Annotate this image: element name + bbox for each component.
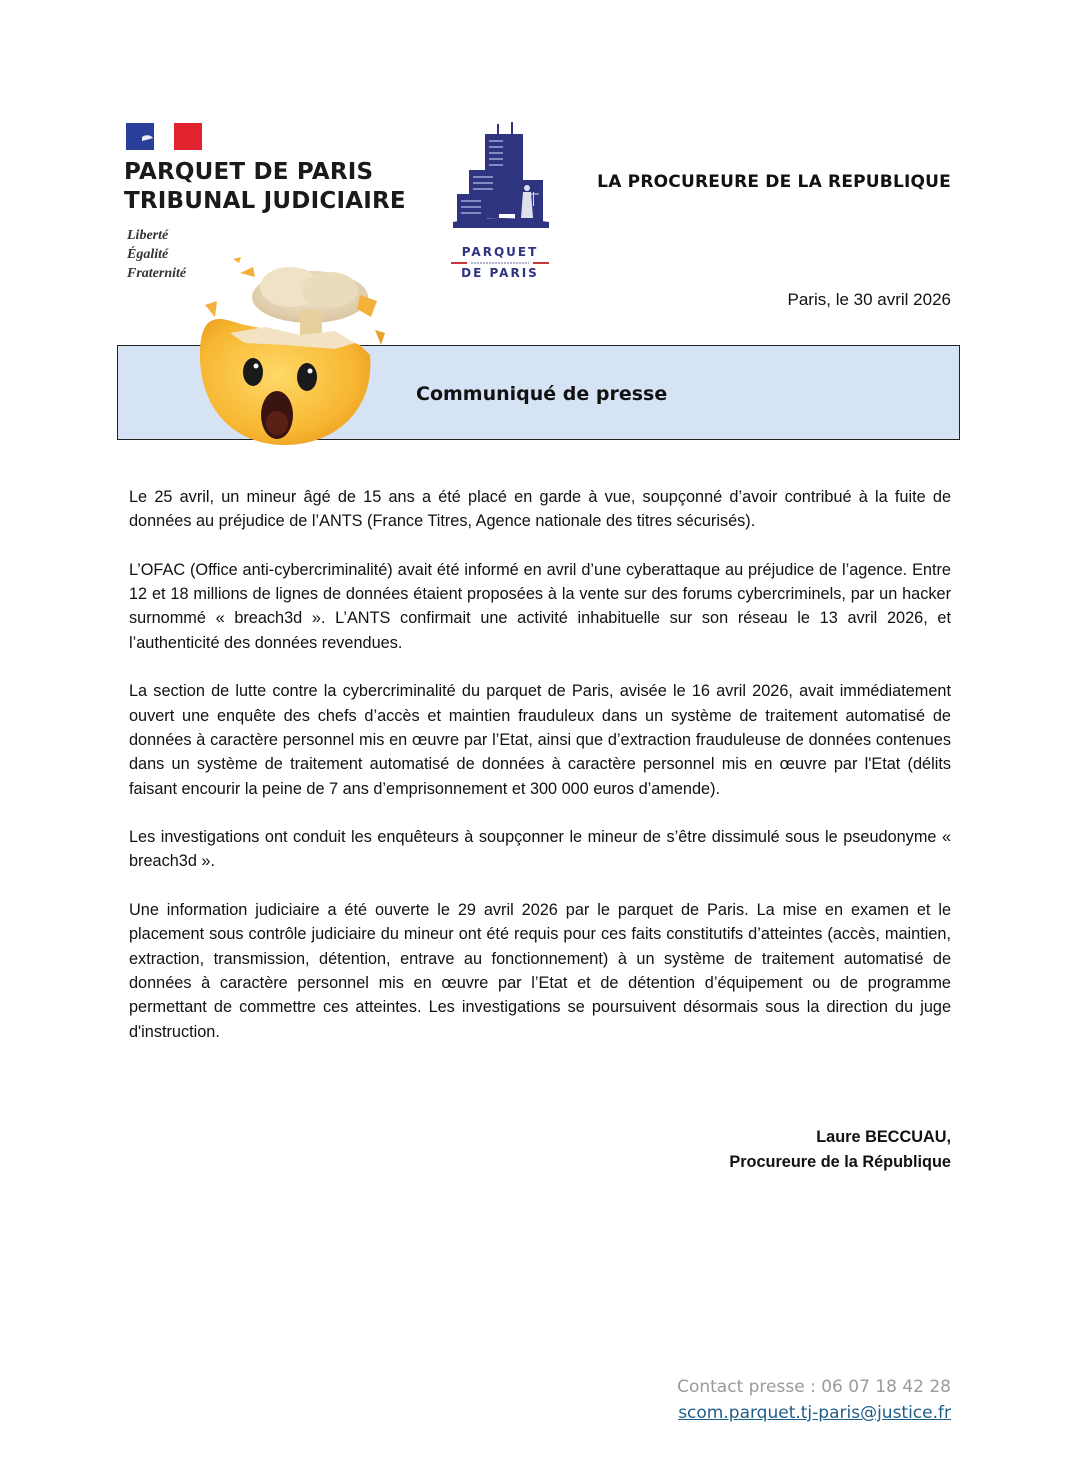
body-paragraph: Une information judiciaire a été ouverte le 29 avril 2026 par le parquet de Paris. La mise en examen et le placement sous contrôle judiciaire du mineur ont été requis pour ces faits constitutifs d’atteintes (accès, maintien, extraction, transmission, détention, entrave au fonctionnement) à un système de traitement automatisé de données à caractère personnel mis en œuvre par l’Etat et de détention d’équipement ou de programme permettant de commettre ces atteintes. Les investigations se poursuivent désormais sous la direction du juge d'instruction. (129, 901, 951, 1041)
document-date: Paris, le 30 avril 2026 (787, 290, 951, 309)
parquet-logo-line-2: DE PARIS (461, 266, 539, 280)
press-contact-email-link[interactable]: scom.parquet.tj-paris@justice.fr (678, 1403, 951, 1423)
marianne-flag-icon (126, 123, 202, 150)
body-paragraph: L’OFAC (Office anti-cybercriminalité) avait été informé en avril d’une cyberattaque au préjudice de l’agence. Entre 12 et 18 millions de lignes de données étaient proposées à la vente sur des forums cybercriminels, par un hacker surnommé « breach3d ». L’ANTS confirmait une activité inhabituelle sur son réseau le 13 avril 2026, et l’authenticité des données revendues. (129, 560, 951, 652)
authority-heading: LA PROCUREURE DE LA REPUBLIQUE (597, 172, 951, 192)
republic-motto (127, 226, 186, 283)
institution-line-2: TRIBUNAL JUDICIAIRE (124, 188, 406, 214)
motto-fraternite: Fraternité (127, 266, 187, 281)
exploding-head-emoji (185, 235, 400, 450)
press-contact-phone: Contact presse : 06 07 18 42 28 (677, 1377, 951, 1397)
body-paragraph: La section de lutte contre la cybercriminalité du parquet de Paris, avisée le 16 avril 2026, avait immédiatement ouvert une enquête des chefs d’accès et maintien frauduleux dans un système de traitement automatisé de données à caractère personnel mis en œuvre par l’Etat, ainsi que d’extraction frauduleuse de données contenues dans un système de traitement automatisé de données à caractère personnel mis en œuvre par l'Etat (délits faisant encourir la peine de 7 ans d’emprisonnement et 300 000 euros d’amende). (129, 682, 951, 798)
institution-line-1: PARQUET DE PARIS (124, 159, 374, 185)
signatory-name: Laure BECCUAU, (816, 1128, 951, 1146)
press-release-title: Communiqué de presse (416, 383, 668, 405)
parquet-de-paris-logo (445, 122, 555, 282)
institution-name (124, 158, 406, 216)
body-paragraph: Les investigations ont conduit les enquêteurs à soupçonner le mineur de s’être dissimulé sous le pseudonyme « breach3d ». (129, 828, 951, 871)
body-paragraph: Le 25 avril, un mineur âgé de 15 ans a été placé en garde à vue, soupçonné d’avoir contribué à la fuite de données au préjudice de l’ANTS (France Titres, Agence nationale des titres sécurisés). (129, 488, 951, 531)
parquet-logo-line-1: PARQUET (461, 245, 539, 259)
motto-liberte: Liberté (127, 228, 169, 243)
press-release-body (129, 485, 951, 1068)
motto-egalite: Égalité (127, 247, 169, 262)
signatory-title: Procureure de la République (729, 1152, 951, 1171)
courthouse-tower-icon (445, 122, 555, 237)
press-contact (677, 1374, 951, 1426)
signature-block (729, 1125, 951, 1174)
parquet-logo-wordmark (445, 242, 555, 287)
